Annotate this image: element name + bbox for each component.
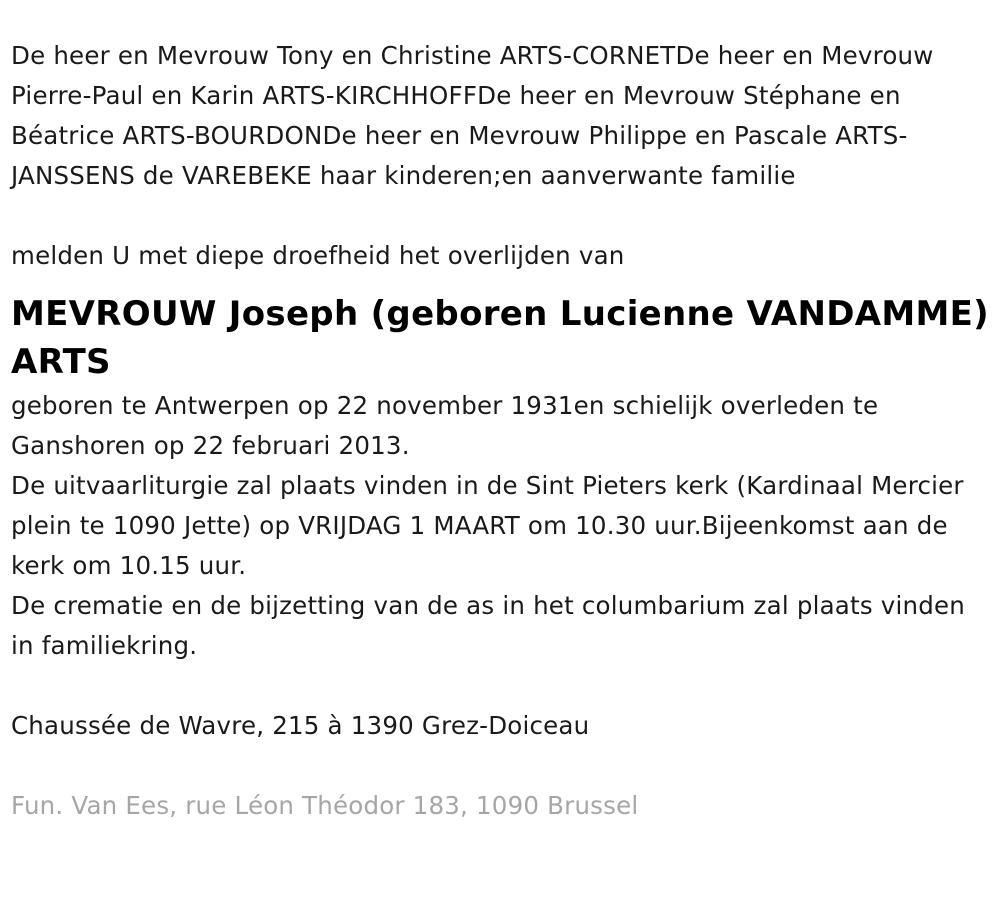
cremation-text: De crematie en de bijzetting van de as in het columbarium zal plaats vinden in familiekring.	[11, 591, 965, 660]
spacer	[11, 196, 993, 236]
funeral-home-text: Fun. Van Ees, rue Léon Théodor 183, 1090 Brussel	[11, 791, 639, 820]
deceased-name: MEVROUW Joseph (geboren Lucienne VANDAMME) ARTS	[11, 294, 989, 382]
birth-death-text: geboren te Antwerpen op 22 november 1931en schielijk overleden te Ganshoren op 22 februari 2013.	[11, 391, 879, 460]
obituary-notice	[11, 36, 993, 826]
deceased-heading-block	[11, 290, 993, 386]
spacer	[11, 746, 993, 786]
details-block	[11, 386, 993, 666]
funeral-text: De uitvaarliturgie zal plaats vinden in de Sint Pieters kerk (Kardinaal Mercier plein te 1090 Jette) op VRIJDAG 1 MAART om 10.30 uur.Bijeenkomst aan de kerk om 10.15 uur.	[11, 471, 964, 580]
intro-text: melden U met diepe droefheid het overlijden van	[11, 241, 625, 270]
spacer	[11, 666, 993, 706]
address-text: Chaussée de Wavre, 215 à 1390 Grez-Doiceau	[11, 711, 590, 740]
family-list: De heer en Mevrouw Tony en Christine ARTS-CORNETDe heer en Mevrouw Pierre-Paul en Karin ARTS-KIRCHHOFFDe heer en Mevrouw Stéphane en Béatrice ARTS-BOURDONDe heer en Mevrouw Philippe en Pascale ARTS-JANSSENS de VAREBEKE haar kinderen;en aanverwante familie	[11, 41, 934, 190]
